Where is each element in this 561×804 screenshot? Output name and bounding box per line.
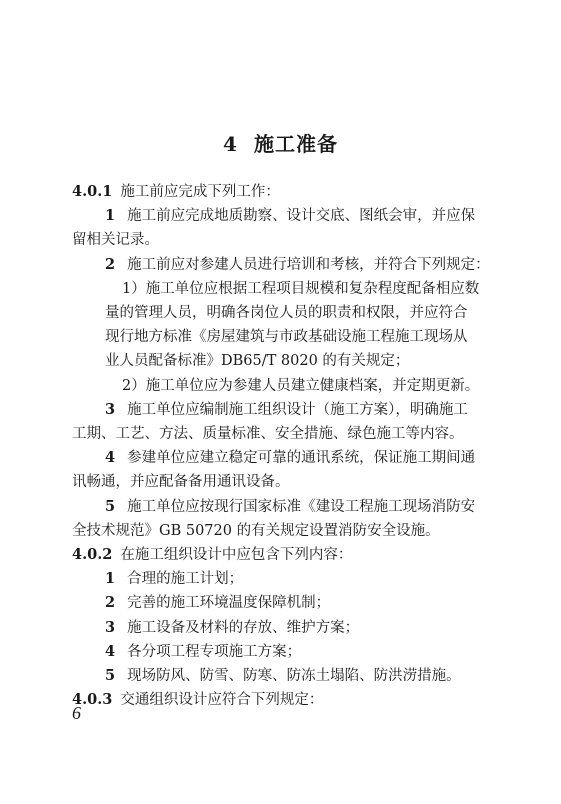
clause-line: [72, 688, 323, 712]
item-number: 5: [105, 667, 116, 684]
line-text: 施工设备及材料的存放、维护方案；: [127, 619, 360, 636]
line-text: 完善的施工环境温度保障机制；: [127, 595, 331, 612]
line-text: 施工单位应编制施工组织设计（施工方案），明确施工: [127, 401, 468, 418]
item-number: 1: [105, 570, 116, 588]
line-text: 参建单位应建立稳定可靠的通讯系统，保证施工期间通: [127, 450, 476, 467]
text-line: [72, 519, 440, 543]
item-number: 4: [105, 449, 116, 467]
line-text: 留相关记录。: [72, 232, 159, 249]
line-text: 各分项工程专项施工方案；: [127, 643, 302, 660]
item-number: 3: [105, 400, 116, 418]
item-line: [105, 640, 301, 664]
item-number: 1: [105, 207, 116, 225]
item-number: 2: [105, 594, 116, 612]
clause-line: [72, 543, 352, 567]
item-line: [105, 253, 490, 277]
item-line: [105, 446, 475, 470]
item-number: 4: [105, 642, 116, 660]
line-text: 施工单位应按现行国家标准《建设工程施工现场消防安: [127, 498, 476, 515]
item-line: [105, 664, 461, 688]
item-number: 3: [105, 618, 116, 636]
line-text: 全技术规范》GB 50720 的有关规定设置消防安全设施。: [72, 522, 440, 539]
line-text: 施工前应完成地质勘察、设计交底、图纸会审，并应保: [127, 208, 476, 225]
clause-number: 4.0.1: [72, 183, 113, 200]
line-text: 1）施工单位应根据工程项目规模和复杂程度配备相应数: [122, 280, 480, 297]
clause-line: [72, 180, 280, 204]
item-line: [105, 204, 475, 228]
clause-number: 4.0.3: [72, 691, 113, 709]
line-text: 在施工组织设计中应包含下列内容：: [120, 547, 353, 563]
text-line: [105, 301, 468, 325]
section-title: [0, 128, 561, 157]
line-text: 合理的施工计划；: [127, 571, 244, 588]
text-line: [72, 422, 464, 446]
item-line: [105, 616, 359, 640]
page-number: 6: [72, 703, 81, 723]
item-line: [105, 495, 475, 519]
text-line: [105, 349, 409, 373]
item-number: 2: [105, 255, 116, 273]
line-text: 工期、工艺、方法、质量标准、安全措施、绿色施工等内容。: [72, 426, 464, 442]
section-number: 4: [223, 132, 238, 156]
clause-number: 4.0.2: [72, 546, 113, 563]
line-text: 交通组织设计应符合下列规定：: [120, 692, 324, 709]
section-heading: 施工准备: [253, 132, 338, 156]
line-text: 施工前应对参建人员进行培训和考核，并符合下列规定：: [127, 256, 490, 273]
text-line: [72, 228, 159, 252]
item-number: 5: [105, 497, 116, 515]
item-line: [105, 591, 330, 615]
text-line: [122, 374, 479, 398]
line-text: 2）施工单位应为参建人员建立健康档案，并定期更新。: [122, 377, 480, 394]
line-text: 现场防风、防雪、防寒、防冻土塌陷、防洪涝措施。: [127, 668, 461, 684]
text-line: [105, 325, 468, 349]
line-text: 现行地方标准《房屋建筑与市政基础设施工程施工现场从: [105, 329, 468, 346]
text-line: [122, 277, 479, 301]
item-line: [105, 567, 243, 591]
text-line: [72, 470, 290, 494]
item-line: [105, 398, 468, 422]
line-text: 讯畅通，并应配备备用通讯设备。: [72, 474, 290, 491]
line-text: 业人员配备标准》DB65/T 8020 的有关规定；: [105, 353, 410, 370]
line-text: 量的管理人员，明确各岗位人员的职责和权限，并应符合: [105, 305, 468, 321]
line-text: 施工前应完成下列工作：: [120, 184, 280, 200]
